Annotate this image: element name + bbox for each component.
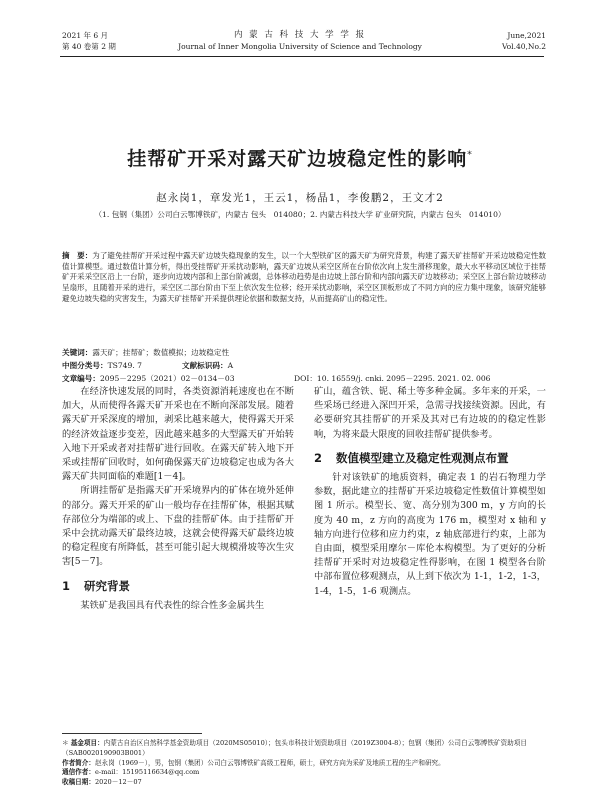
section-number: 2 [314,450,323,465]
received-label: 收稿日期： [62,778,95,787]
keywords [62,347,229,358]
paragraph: 在经济快速发展的同时，各类资源消耗速度也在不断加大，从而使得各露天矿开采也在不断向深部发展。随着露天矿开采深度的增加，剥采比越来越大，使得露天开采的经济效益逐步变差，因此越来越多的大型露天矿开始转入地下开采或者对挂帮矿进行回收。在露天矿转入地下开采或挂帮矿回收时，如何确保露天矿边坡稳定也成为各大露天矿共同面临的难题[1－4]。 [62,386,294,483]
article-number [62,373,235,384]
paragraph: 某铁矿是我国具有代表性的综合性多金属共生 [80,599,265,611]
body-left-column [62,385,294,613]
document-code [182,360,233,371]
header-rule [60,56,544,57]
body-right-column [314,385,546,599]
fund-text: 内蒙古自治区自然科学基金资助项目（2020MS05010）；包头市科技计划资助项目（2019Z3004-8）；包钢（集团）公司白云鄂博铁矿资助项目（SAB0020190903B001） [62,739,527,757]
abstract [62,251,546,305]
section-heading-2 [314,451,546,465]
keywords-text: 露天矿；挂帮矿；数值模拟；边坡稳定性 [92,348,230,357]
paragraph: 所谓挂帮矿是指露天矿开采境界内的矿体在境外延伸的部分。露天开采的矿山一般均存在挂帮矿体，根据其赋存部位分为端部的或上、下盘的挂帮矿体。由于挂帮矿开采中会扰动露天矿最终边坡，这就会使得露天矿最终边坡的稳定程度有所降低，甚至可能引起大规模滑坡等次生灾害[5－7]。 [62,485,294,568]
doc-value: A [227,361,234,370]
affiliation: （1. 包钢（集团）公司白云鄂博铁矿，内蒙古 包头 014080；2. 内蒙古科技大学 矿业研究院，内蒙古 包头 014010） [94,210,506,219]
author-note-label: 作者简介： [62,758,95,767]
journal-date-volume-en [502,30,546,52]
section-title: 研究背景 [84,578,130,593]
keywords-label: 关键词： [62,348,93,357]
author-list: 赵永岗1，章发光1，王云1，杨晶1，李俊鹏2，王文才2 [156,192,444,204]
journal-name-en: Journal of Inner Mongolia University of Science and Technology [178,42,422,51]
paragraph: 针对该铁矿的地质资料，确定表 1 的岩石物理力学参数，据此建立的挂帮矿开采边坡稳定性数值计算模型如图 1 所示。模型长、宽、高分别为300 m，y 方向的长度为 40 m，z 方向的高度为 176 m，模型对 x 轴和 y 轴方向进行位移和应力约束，z 轴底部进行约束，上部为自由面，模型采用摩尔－库伦本构模型。为了更好的分析挂帮矿开采时对边坡稳定性得影响，在图 1 模型各台阶中部布置位移观测点，从上到下依次为 1-1，1-2，1-3，1-4，1-5，1-6 观测点。 [314,472,546,597]
clc-label: 中图分类号： [62,361,108,370]
volume-number: 第 40 卷第 2 期 [62,42,116,51]
volume-number-en: Vol.40,No.2 [501,42,546,51]
section-heading-1 [62,579,294,593]
title-footnote-mark: * [467,150,473,161]
journal-name-cn: 内 蒙 古 科 技 大 学 学 报 [233,30,367,40]
contact-label: 通信作者： [62,768,95,777]
article-value: 2095－2295（2021）02－0134－03 [99,374,235,383]
article-label: 文章编号： [62,374,100,383]
doi: DOI：10. 16559/j. cnki. 2095－2295. 2021. 02. 006 [294,374,491,383]
issue-date: 2021 年 6 月 [62,31,109,40]
clc-value: TS749. 7 [107,361,142,370]
doc-label: 文献标识码： [182,361,228,370]
author-note [62,759,546,769]
fund-label: 基金项目： [70,739,104,747]
clc-number [62,360,142,371]
paper-title-text: 挂帮矿开采对露天矿边坡稳定性的影响 [127,148,468,170]
section-number: 1 [62,578,71,593]
footnotes [62,739,546,788]
fund-note: ＊ 基金项目：内蒙古自治区自然科学基金资助项目（2020MS05010）；包头市科技计划资助项目（2019Z3004-8）；包钢（集团）公司白云鄂博铁矿资助项目（SAB0020190903B001） [62,739,527,757]
section-title: 数值模型建立及稳定性观测点布置 [336,450,509,465]
paragraph: 矿山，蕴含铁、铌、稀土等多种金属。多年来的开采，一些采场已经进入深凹开采，急需寻找接续资源。因此，有必要研究其挂帮矿的开采及其对已有边坡的的稳定性影响，为将来最大限度的回收挂帮矿提供参考。 [314,386,546,440]
contact-note [62,768,546,778]
issue-date-en: June,2021 [507,31,546,40]
abstract-label: 摘 要： [62,251,93,260]
author-note-text: 赵永岗（1969－），男，包钢（集团）公司白云鄂博铁矿高级工程师，硕士，研究方向为采矿及地质工程的生产和研究。 [94,758,445,767]
received-date: 2020－12－07 [94,778,142,787]
contact-email: e-mail：15195116634@qq.com [94,768,200,777]
footnote-rule [62,733,202,734]
received-note [62,778,546,788]
paper-title [0,144,600,171]
abstract-text: 为了避免挂帮矿开采过程中露天矿边坡失稳现象的发生，以一个大型铁矿区的露天矿为研究背景，构建了露天矿挂帮矿开采边坡稳定性数值计算模型。通过数值计算分析，得出受挂帮矿开采扰动影响，露天矿边坡从采空区所在台阶依次向上发生滑移现象，最大水平移动区域位于挂帮矿开采采空区沿上一台阶，逐步向边坡内部和上部台阶减弱，总体移动趋势是由边坡上部台阶和内部向露天矿边坡移动；采空区上部台阶边坡移动呈扇形，且随着开采的进行，采空区二部台阶由下至上依次发生位移；经开采扰动影响，采空区顶板形成了不同方向的应力集中现象，该研究能够避免边坡失稳的灾害发生，为露天矿挂帮矿开采提供理论依据和数据支持，从而提高矿山的稳定性。 [62,251,547,303]
